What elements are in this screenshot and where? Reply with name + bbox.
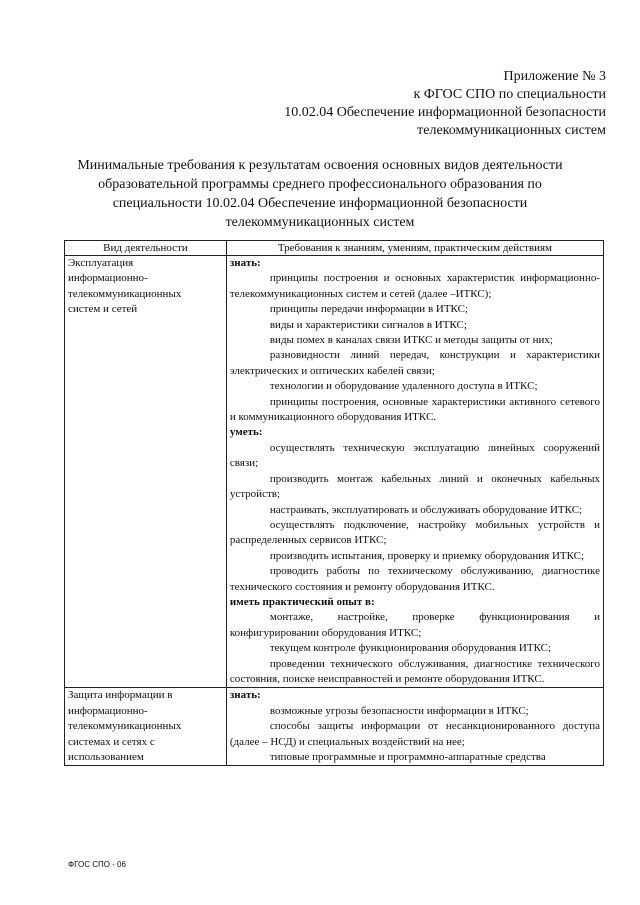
requirement-item: текущем контроле функционирования оборудования ИТКС; xyxy=(269,642,552,655)
activity-cell xyxy=(65,256,227,688)
title-line: Минимальные требования к результатам освоения основных видов деятельности xyxy=(77,158,563,173)
requirement-item: производить монтаж кабельных линий и оконечных кабельных устройств; xyxy=(229,472,600,501)
appendix-header xyxy=(284,68,606,140)
appendix-standard: к ФГОС СПО по специальности xyxy=(413,87,606,102)
requirement-item: способы защиты информации от несанкционированного доступа (далее – НСД) и специальных воздействий на нее; xyxy=(229,720,600,748)
activity-line: Защита информации в xyxy=(68,689,173,702)
table-header-row xyxy=(65,241,604,256)
appendix-specialty: 10.02.04 Обеспечение информационной безопасности xyxy=(284,105,606,120)
activity-line: использованием xyxy=(68,751,144,763)
table-row xyxy=(65,256,604,688)
requirements-cell xyxy=(226,256,603,688)
requirement-item: осуществлять подключение, настройку мобильных устройств и распределенных сервисов ИТКС; xyxy=(229,518,600,547)
table-row xyxy=(65,688,604,766)
requirement-item: принципы построения и основных характеристик информационно-телекоммуникационных систем и сетей (далее –ИТКС); xyxy=(229,272,600,300)
column-header-requirements: Требования к знаниям, умениям, практическим действиям xyxy=(226,241,603,256)
title-line: специальности 10.02.04 Обеспечение информационной безопасности xyxy=(112,196,528,211)
requirements-table xyxy=(64,240,604,766)
requirement-item: проведении технического обслуживания, диагностике технического состояния, поиске неисправностей и ремонте оборудования ИТКС. xyxy=(229,657,600,685)
requirement-item: возможные угрозы безопасности информации в ИТКС; xyxy=(269,704,529,717)
document-title xyxy=(60,156,580,232)
activity-line: информационно- xyxy=(68,704,148,717)
requirement-item: принципы передачи информации в ИТКС; xyxy=(269,303,469,316)
title-line: образовательной программы среднего профессионального образования по xyxy=(98,177,542,192)
requirement-item: производить испытания, проверку и приемку оборудования ИТКС; xyxy=(269,549,585,562)
appendix-specialty-cont: телекоммуникационных систем xyxy=(417,123,606,138)
requirement-item: типовые программные и программно-аппаратные средства xyxy=(269,751,546,763)
activity-line: Эксплуатация xyxy=(68,257,134,269)
requirement-item: осуществлять техническую эксплуатацию линейных сооружений связи; xyxy=(229,441,600,470)
requirement-item: проводить работы по техническому обслуживанию, диагностике технического состояния и ремонту оборудования ИТКС. xyxy=(229,565,600,593)
requirement-item: разновидности линий передач, конструкции и характеристики электрических и оптических кабелей связи; xyxy=(229,349,600,377)
know-label: знать: xyxy=(229,257,261,269)
page-footer: ФГОС СПО - 06 xyxy=(68,860,126,869)
experience-label: иметь практический опыт в: xyxy=(229,595,375,608)
activity-line: телекоммуникационных xyxy=(68,287,182,300)
activity-line: системах и сетях с xyxy=(68,735,155,748)
activity-line: систем и сетей xyxy=(68,303,138,316)
title-line: телекоммуникационных систем xyxy=(225,215,415,230)
activity-line: информационно- xyxy=(68,272,148,285)
can-label: уметь: xyxy=(229,426,263,439)
requirement-item: монтаже, настройке, проверке функционирования и конфигурировании оборудования ИТКС; xyxy=(229,611,600,639)
requirement-item: принципы построения, основные характеристики активного сетевого и коммуникационного оборудования ИТКС. xyxy=(229,395,600,424)
requirement-item: настраивать, эксплуатировать и обслуживать оборудование ИТКС; xyxy=(269,503,583,516)
appendix-number: Приложение № 3 xyxy=(503,69,606,84)
column-header-activity: Вид деятельности xyxy=(65,241,227,256)
know-label: знать: xyxy=(229,689,261,702)
activity-cell xyxy=(65,688,227,766)
requirement-item: технологии и оборудование удаленного доступа в ИТКС; xyxy=(269,380,538,393)
requirement-item: виды и характеристики сигналов в ИТКС; xyxy=(269,318,467,331)
activity-line: телекоммуникационных xyxy=(68,720,182,733)
requirements-cell xyxy=(226,688,603,766)
requirement-item: виды помех в каналах связи ИТКС и методы защиты от них; xyxy=(269,334,553,347)
